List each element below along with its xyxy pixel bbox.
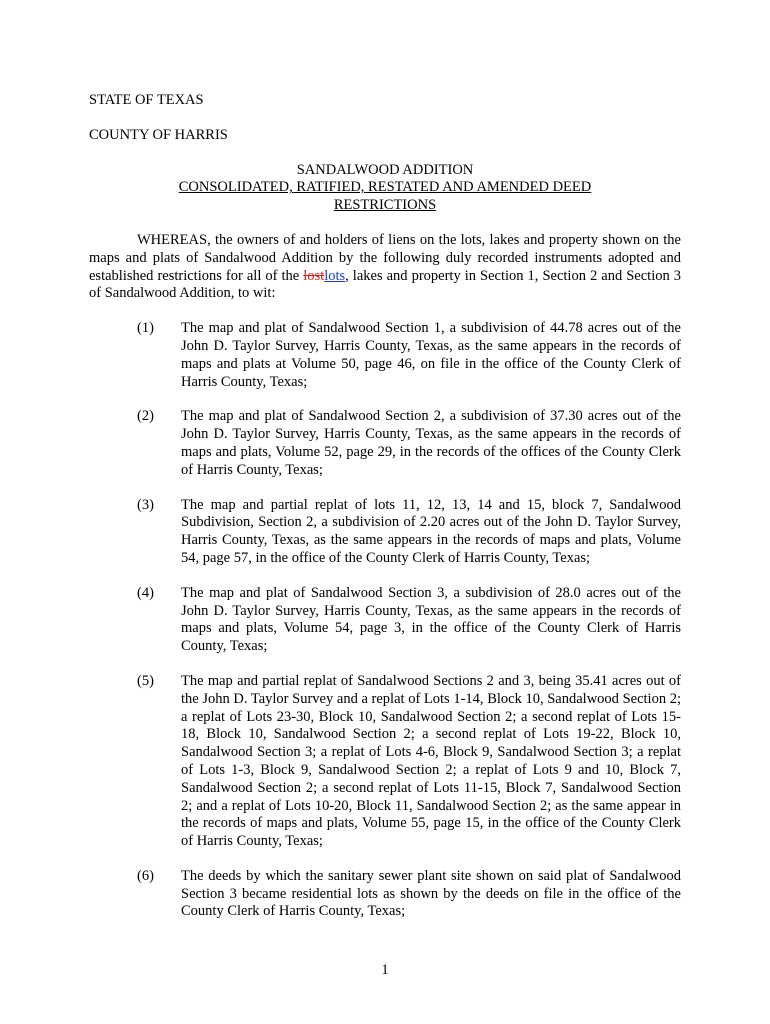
whereas-text-before: WHEREAS, the owners of and holders of liens on the lots, lakes and property shown on the maps and plats of Sandalwood Addition by the following duly recorded instruments adopted and established restrictions for all of the xyxy=(89,231,681,284)
instrument-list xyxy=(89,320,681,921)
list-item-text: The map and partial replat of lots 11, 12, 13, 14 and 15, block 7, Sandalwood Subdivision, Section 2, a subdivision of 2.20 acres out of the John D. Taylor Survey, Harris County, Texas, as the same appears in the records of maps and plats, Volume 54, page 57, in the office of the County Clerk of Harris County, Texas; xyxy=(181,496,681,566)
document-title: SANDALWOOD ADDITION xyxy=(296,161,474,178)
list-item-text: The map and plat of Sandalwood Section 3, a subdivision of 28.0 acres out of the John D. Taylor Survey, Harris County, Texas, as the same appears in the records of maps and plats, Volume 54, page 3, in the office of the County Clerk of Harris County, Texas; xyxy=(181,584,681,655)
list-item xyxy=(89,320,681,391)
list-item-number: (1) xyxy=(137,320,154,337)
list-item-number: (3) xyxy=(137,496,154,513)
list-item-text: The deeds by which the sanitary sewer plant site shown on said plat of Sandalwood Section 3 became residential lots as shown by the deeds on file in the office of the County Clerk of Harris County, Texas; xyxy=(181,867,681,920)
county-heading: COUNTY OF HARRIS xyxy=(89,126,228,143)
list-item-number: (2) xyxy=(137,408,154,425)
list-item xyxy=(89,673,681,851)
document-title-block xyxy=(89,162,681,215)
deleted-text: lost xyxy=(303,267,325,284)
whereas-text-after: , lakes and property in Section 1, Section 2 and Section 3 of Sandalwood Addition, to wit: xyxy=(89,267,681,302)
page-number: 1 xyxy=(381,962,389,978)
list-item-text: The map and partial replat of Sandalwood Sections 2 and 3, being 35.41 acres out of the John D. Taylor Survey and a replat of Lots 1-14, Block 10, Sandalwood Section 2; a replat of Lots 23-30, Block 10, Sandalwood Section 2; a second replat of Lots 15-18, Block 10, Sandalwood Section 2; a second replat of Lots 19-22, Block 10, Sandalwood Section 3; a replat of Lots 4-6, Block 9, Sandalwood Section 3; a replat of Lots 1-3, Block 9, Sandalwood Section 2; a replat of Lots 9 and 10, Block 7, Sandalwood Section 2; a second replat of Lots 11-15, Block 7, Sandalwood Section 2; and a replat of Lots 10-20, Block 11, Sandalwood Section 2; as the same appear in the records of maps and plats, Volume 55, page 15, in the office of the County Clerk of Harris County, Texas; xyxy=(181,672,681,850)
list-item xyxy=(89,408,681,479)
state-heading: STATE OF TEXAS xyxy=(89,92,204,108)
list-item-number: (4) xyxy=(137,584,154,601)
list-item-text: The map and plat of Sandalwood Section 2, a subdivision of 37.30 acres out of the John D. Taylor Survey, Harris County, Texas, as the same appears in the records of maps and plats, Volume 52, page 29, in the records of the offices of the County Clerk of Harris County, Texas; xyxy=(181,408,681,478)
list-item xyxy=(89,868,681,921)
list-item-text: The map and plat of Sandalwood Section 1, a subdivision of 44.78 acres out of the John D. Taylor Survey, Harris County, Texas, as the same appears in the records of maps and plats at Volume 50, page 46, on file in the office of the County Clerk of Harris County, Texas; xyxy=(181,320,681,390)
list-item-number: (6) xyxy=(137,867,154,884)
list-item-number: (5) xyxy=(137,672,154,689)
list-item xyxy=(89,585,681,656)
document-subtitle: CONSOLIDATED, RATIFIED, RESTATED AND AMENDED DEED RESTRICTIONS xyxy=(178,179,592,214)
list-item xyxy=(89,497,681,568)
whereas-paragraph xyxy=(89,232,681,303)
inserted-text: lots xyxy=(324,267,346,284)
